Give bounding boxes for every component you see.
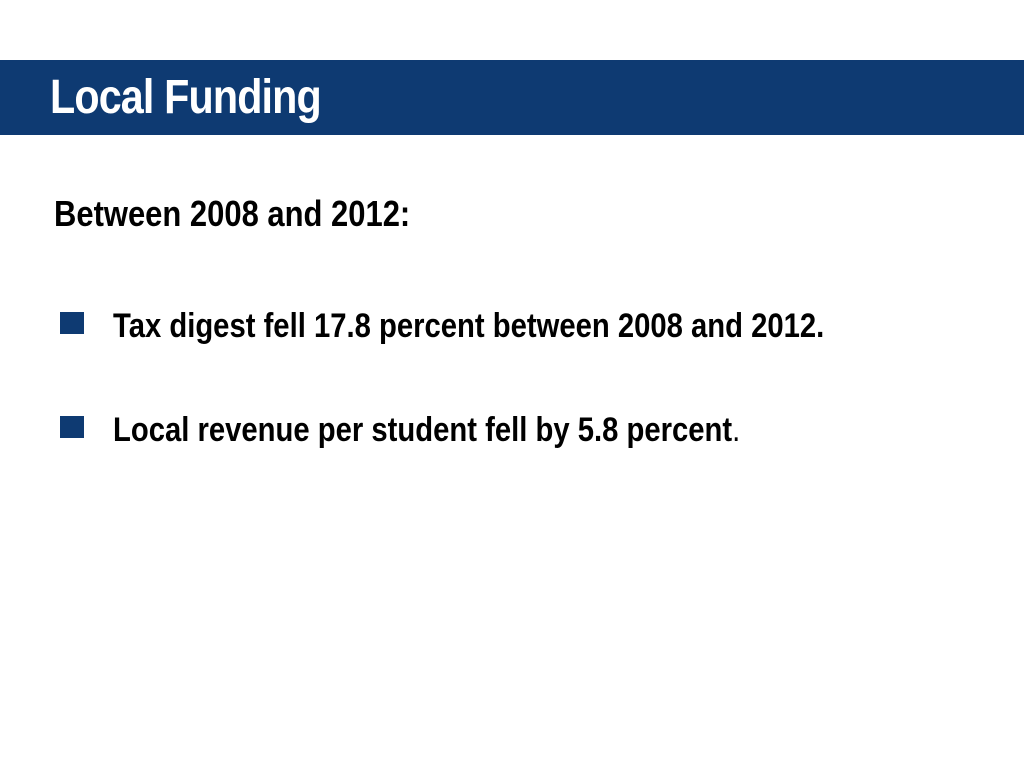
bullet-item-tax-digest bbox=[60, 306, 960, 346]
bullet-text: Tax digest fell 17.8 percent between 2008 and 2012. bbox=[113, 307, 825, 345]
square-bullet-icon bbox=[60, 416, 84, 438]
intro-text: Between 2008 and 2012: bbox=[54, 193, 411, 234]
square-bullet-icon bbox=[60, 312, 84, 334]
bullet-item-local-revenue bbox=[60, 410, 960, 450]
slide-title: Local Funding bbox=[50, 71, 321, 124]
bullet-text-period: . bbox=[732, 411, 741, 449]
bullet-text bbox=[113, 410, 740, 450]
bullet-text-main: Local revenue per student fell by 5.8 percent bbox=[113, 411, 733, 449]
